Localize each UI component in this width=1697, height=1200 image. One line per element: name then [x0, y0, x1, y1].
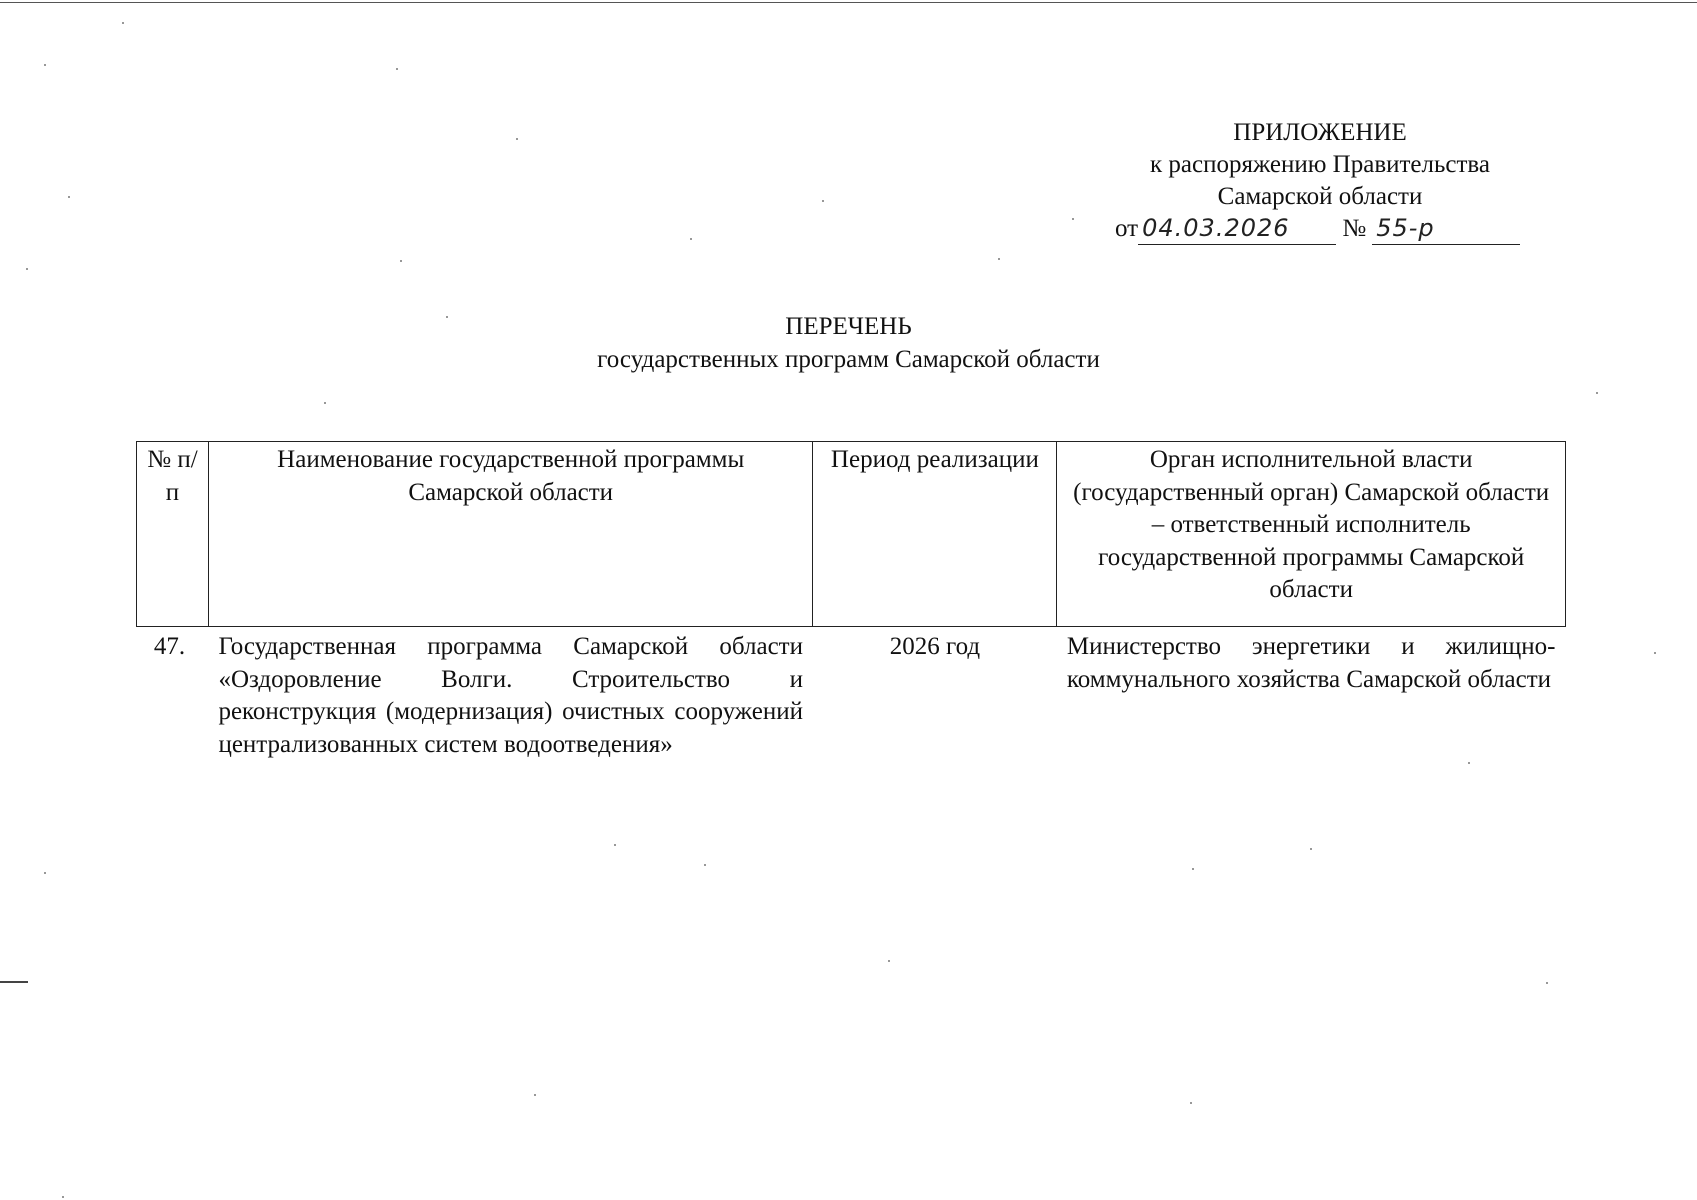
appendix-title: ПРИЛОЖЕНИЕ: [1233, 119, 1407, 146]
document-heading: ПЕРЕЧЕНЬ: [785, 313, 912, 340]
scan-speck: [400, 260, 402, 262]
scan-speck: [324, 402, 326, 404]
scan-speck: [1654, 652, 1656, 654]
row-num: 47.: [153, 633, 186, 660]
scan-speck: [822, 200, 824, 202]
scan-speck: [44, 64, 46, 66]
row-program-name: Государственная программа Самарской области «Оздоровление Волги. Строительство и реконструкция (модернизация) очистных сооружений централизованных систем водоотведения»: [218, 633, 803, 758]
table-row: [137, 627, 1566, 762]
scan-speck: [690, 238, 692, 240]
appendix-reference: к распоряжению Правительства: [1149, 151, 1490, 178]
scan-speck: [1310, 848, 1312, 850]
table-header-row: [137, 442, 1566, 627]
programs-table: [136, 441, 1566, 761]
appendix-block: [1100, 117, 1540, 213]
scan-speck: [446, 316, 448, 318]
row-responsible-organ: Министерство энергетики и жилищно-коммунального хозяйства Самарской области: [1066, 633, 1556, 693]
scan-speck: [26, 268, 28, 270]
header-responsible-organ: Орган исполнительной власти (государственный орган) Самарской области – ответственный исполнитель государственной программы Самарской области: [1057, 442, 1566, 627]
scan-speck: [1190, 1102, 1192, 1104]
scan-speck: [1546, 982, 1548, 984]
scan-speck: [122, 22, 124, 24]
scan-speck: [534, 1094, 536, 1096]
scan-speck: [44, 872, 46, 874]
number-prefix: №: [1342, 215, 1367, 242]
header-program-name: Наименование государственной программы Самарской области: [208, 442, 813, 627]
scan-margin-mark: [0, 981, 28, 983]
scan-speck: [614, 844, 616, 846]
scan-speck: [1192, 868, 1194, 870]
scan-speck: [1468, 762, 1470, 764]
scan-speck: [516, 138, 518, 140]
scan-top-edge: [0, 2, 1697, 3]
document-title: [0, 310, 1697, 376]
header-period: Период реализации: [813, 442, 1057, 627]
scan-speck: [888, 960, 890, 962]
handwritten-number: 55-р: [1372, 212, 1520, 245]
scan-speck: [68, 196, 70, 198]
scan-speck: [1072, 218, 1074, 220]
row-period: 2026 год: [889, 633, 981, 660]
scan-speck: [1596, 392, 1598, 394]
scan-speck: [62, 1196, 64, 1198]
scan-speck: [704, 864, 706, 866]
appendix-region: Самарской области: [1217, 183, 1423, 210]
header-num: № п/п: [137, 442, 209, 627]
date-prefix: от: [1115, 215, 1139, 242]
document-subheading: государственных программ Самарской области: [597, 346, 1100, 373]
appendix-date-number-line: [1115, 212, 1520, 245]
handwritten-date: 04.03.2026: [1138, 212, 1336, 245]
scan-speck: [396, 68, 398, 70]
scan-speck: [998, 258, 1000, 260]
